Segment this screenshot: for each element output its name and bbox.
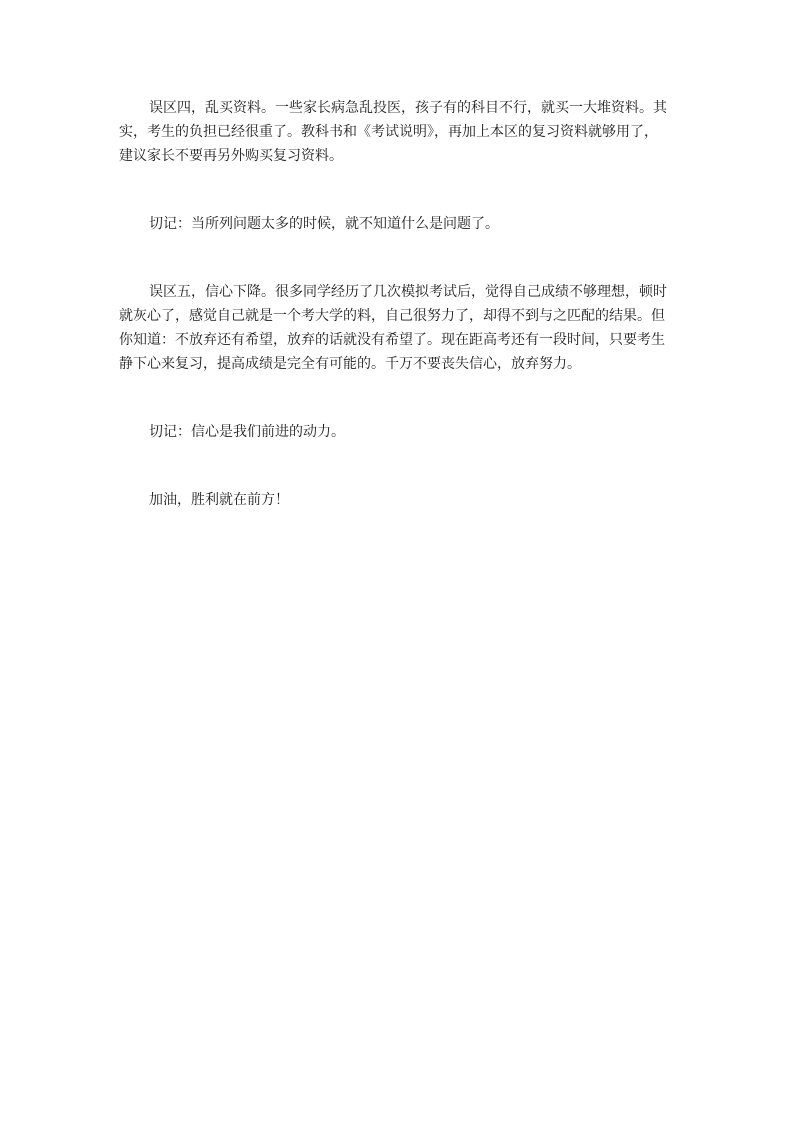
paragraph-reminder-one: 切记：当所列问题太多的时候，就不知道什么是问题了。	[149, 216, 499, 232]
paragraph-misconception-four: 误区四，乱买资料。一些家长病急乱投医，孩子有的科目不行，就买一大堆资料。其实，考生的负担已经很重了。教科书和《考试说明》，再加上本区的复习资料就够用了，建议家长不要再另外购买复习资料。	[119, 100, 667, 164]
document-body	[119, 96, 667, 512]
paragraph-reminder-two: 切记：信心是我们前进的动力。	[149, 424, 345, 440]
paragraph-misconception-five: 误区五，信心下降。很多同学经历了几次模拟考试后，觉得自己成绩不够理想，顿时就灰心了，感觉自己就是一个考大学的料，自己很努力了，却得不到与之匹配的结果。但你知道：不放弃还有希望，放弃的话就没有希望了。现在距高考还有一段时间，只要考生静下心来复习，提高成绩是完全有可能的。千万不要丧失信心，放弃努力。	[119, 284, 667, 372]
paragraph-encouragement: 加油，胜利就在前方！	[149, 492, 289, 508]
